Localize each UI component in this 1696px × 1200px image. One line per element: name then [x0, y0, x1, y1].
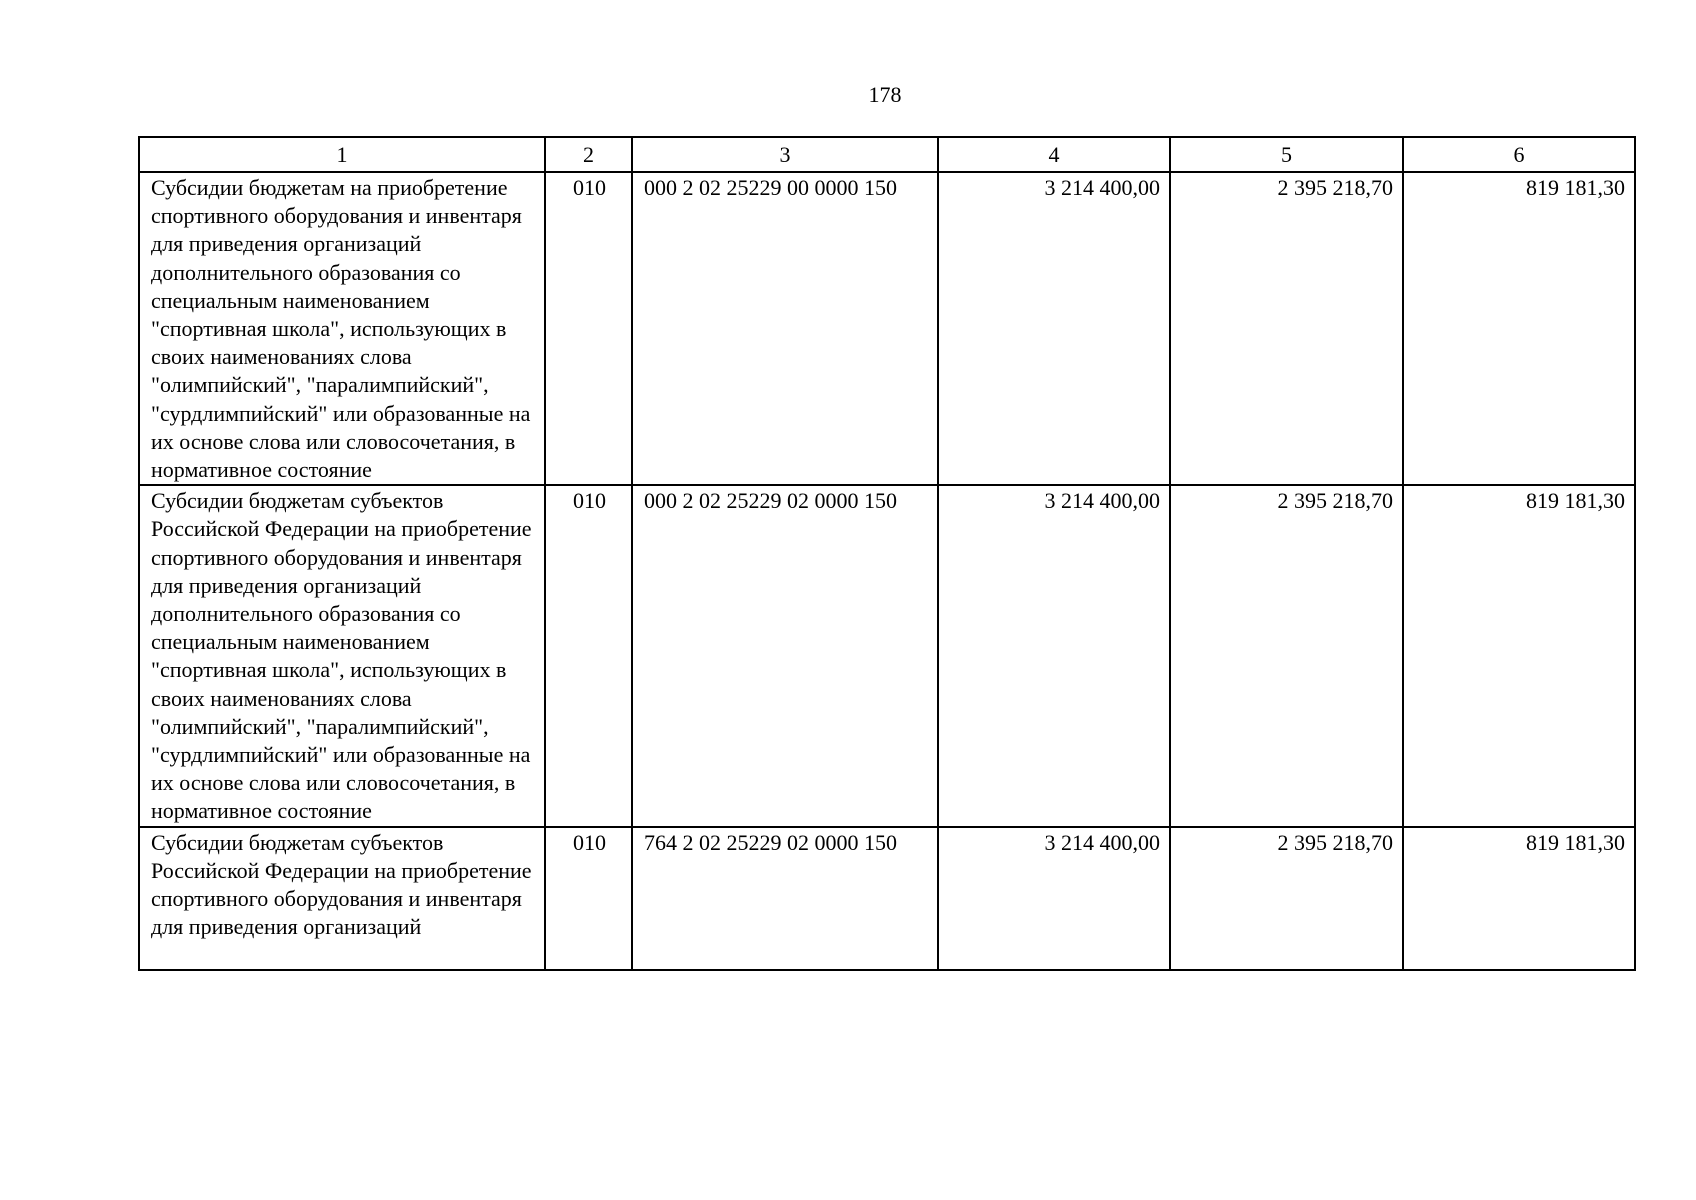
budget-table — [138, 136, 1636, 971]
row-approved-cell: 3 214 400,00 — [938, 172, 1170, 485]
row-executed-cell: 2 395 218,70 — [1170, 827, 1403, 970]
row-budget-code-cell: 000 2 02 25229 00 0000 150 — [632, 172, 938, 485]
row-line-code-cell: 010 — [545, 485, 632, 826]
table-row — [139, 172, 1635, 485]
page-number: 178 — [868, 82, 902, 107]
row-name-cell: Субсидии бюджетам на приобретение спортивного оборудования и инвентаря для приведения организаций дополнительного образования со специальным наименованием "спортивная школа", использующих в своих наименованиях слова "олимпийский", "паралимпийский", "сурдлимпийский" или образованные на их основе слова или словосочетания, в нормативное состояние — [139, 172, 545, 485]
column-header: 5 — [1170, 137, 1403, 172]
row-budget-code-cell: 000 2 02 25229 02 0000 150 — [632, 485, 938, 826]
row-name-cell: Субсидии бюджетам субъектов Российской Федерации на приобретение спортивного оборудования и инвентаря для приведения организаций — [139, 827, 545, 970]
column-header: 1 — [139, 137, 545, 172]
row-line-code-cell: 010 — [545, 172, 632, 485]
row-unexecuted-cell: 819 181,30 — [1403, 172, 1635, 485]
row-unexecuted-cell: 819 181,30 — [1403, 827, 1635, 970]
row-approved-cell: 3 214 400,00 — [938, 485, 1170, 826]
row-executed-cell: 2 395 218,70 — [1170, 485, 1403, 826]
column-header: 2 — [545, 137, 632, 172]
row-name-cell: Субсидии бюджетам субъектов Российской Федерации на приобретение спортивного оборудования и инвентаря для приведения организаций дополнительного образования со специальным наименованием "спортивная школа", использующих в своих наименованиях слова "олимпийский", "паралимпийский", "сурдлимпийский" или образованные на их основе слова или словосочетания, в нормативное состояние — [139, 485, 545, 826]
row-line-code-cell: 010 — [545, 827, 632, 970]
column-header: 3 — [632, 137, 938, 172]
table-row — [139, 485, 1635, 826]
row-unexecuted-cell: 819 181,30 — [1403, 485, 1635, 826]
table-row — [139, 827, 1635, 970]
column-header: 4 — [938, 137, 1170, 172]
row-executed-cell: 2 395 218,70 — [1170, 172, 1403, 485]
row-approved-cell: 3 214 400,00 — [938, 827, 1170, 970]
table-header-row — [139, 137, 1635, 172]
row-budget-code-cell: 764 2 02 25229 02 0000 150 — [632, 827, 938, 970]
column-header: 6 — [1403, 137, 1635, 172]
